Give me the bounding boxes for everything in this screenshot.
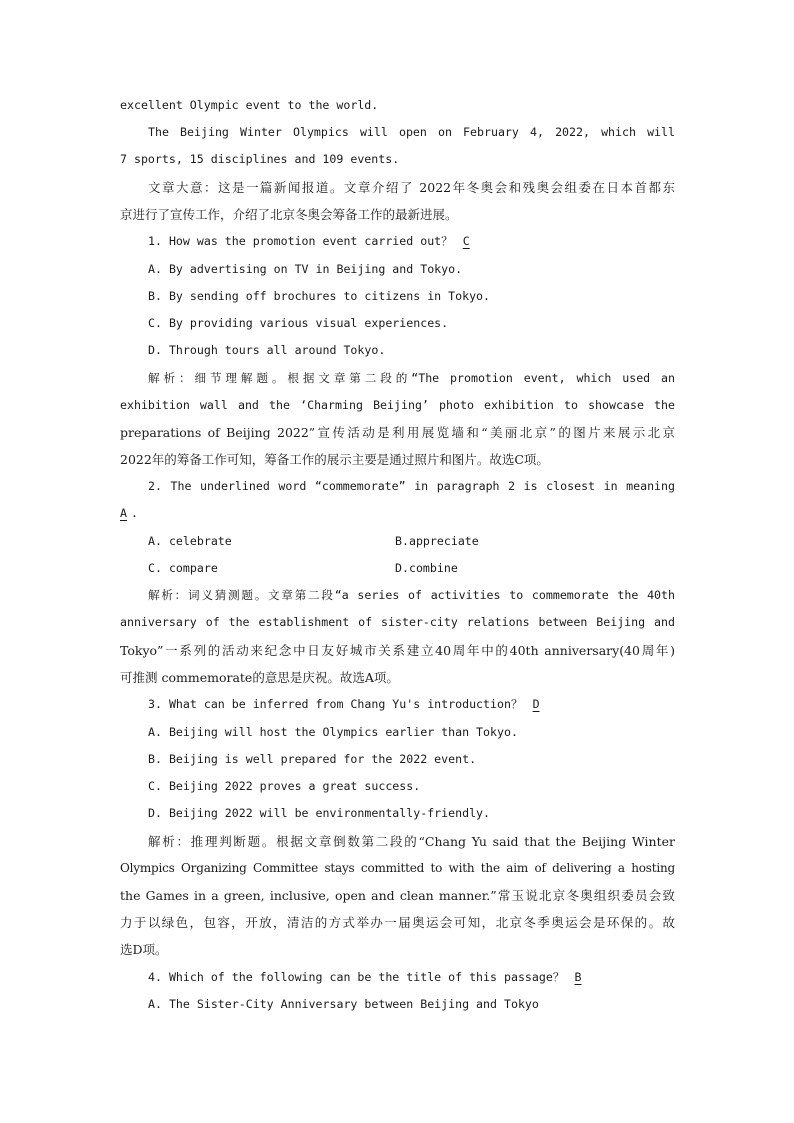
analysis-line: Olympics Organizing Committee stays committed to with the aim of delivering a hosting [120, 861, 675, 875]
option: D. Through tours all around Tokyo. [148, 343, 386, 357]
summary-line: 京进行了宣传工作，介绍了北京冬奥会筹备工作的最新进展。 [120, 207, 458, 222]
option: C. compare [148, 561, 218, 575]
option: C. By providing various visual experiences. [148, 316, 449, 330]
answer-blank: A [120, 506, 127, 520]
question-text: 3. What can be inferred from Chang Yu's introduction？ [148, 697, 523, 711]
answer-blank: B [574, 970, 582, 984]
analysis-line: the Games in a green, inclusive, open and clean manner.”常玉说北京冬奥组织委员会致 [120, 888, 675, 903]
analysis-line: 2022年的筹备工作可知，筹备工作的展示主要是通过照片和图片。故选C项。 [120, 452, 549, 467]
passage-line: 7 sports, 15 disciplines and 109 events. [120, 152, 400, 166]
analysis-line: Tokyo”一系列的活动来纪念中日友好城市关系建立40周年中的40th anniversary(40周年) [120, 643, 675, 658]
option: B. Beijing is well prepared for the 2022 event. [148, 752, 477, 766]
analysis-line: 解析：细节理解题。根据文章第二段的“The promotion event, which used an [148, 371, 675, 385]
question-1-stem [148, 228, 675, 255]
option: A. celebrate [148, 534, 232, 548]
option: C. Beijing 2022 proves a great success. [148, 779, 421, 793]
option: A. The Sister-City Anniversary between Beijing and Tokyo [148, 997, 539, 1011]
option: D.combine [395, 561, 458, 575]
summary-line: 文章大意：这是一篇新闻报道。文章介绍了 2022年冬奥会和残奥会组委在日本首都东 [148, 180, 675, 195]
passage-line: The Beijing Winter Olympics will open on February 4, 2022, which will [148, 125, 675, 139]
option: B. By sending off brochures to citizens in Tokyo. [148, 289, 491, 303]
option-row [148, 555, 675, 582]
question-2-stem: 2. The underlined word “commemorate” in paragraph 2 is closest in meaning [148, 479, 675, 493]
option: B.appreciate [395, 534, 479, 548]
question-text: 4. Which of the following can be the title of this passage？ [148, 970, 565, 984]
analysis-line: exhibition wall and the ‘Charming Beijing’ photo exhibition to showcase the [120, 398, 675, 412]
option-row [148, 528, 675, 555]
question-3-stem [148, 691, 675, 718]
question-4-stem [148, 964, 675, 991]
analysis-line: 可推测 commemorate的意思是庆祝。故选A项。 [120, 670, 399, 685]
answer-blank: D [532, 697, 540, 711]
analysis-line: 解析：词义猜测题。文章第二段“a series of activities to commemorate the 40th [148, 588, 675, 602]
question-2-answer-line [120, 500, 675, 527]
option: D. Beijing 2022 will be environmentally-friendly. [148, 806, 491, 820]
option: A. Beijing will host the Olympics earlier than Tokyo. [148, 725, 518, 739]
option: A. By advertising on TV in Beijing and Tokyo. [148, 262, 463, 276]
question-text: 1. How was the promotion event carried out？ [148, 234, 453, 248]
analysis-line: anniversary of the establishment of sister-city relations between Beijing and [120, 615, 675, 629]
analysis-line: 力于以绿色，包容，开放，清洁的方式举办一届奥运会可知，北京冬季奥运会是环保的。故 [120, 915, 675, 930]
analysis-line: 解析：推理判断题。根据文章倒数第二段的“Chang Yu said that the Beijing Winter [148, 834, 675, 849]
analysis-line: 选D项。 [120, 942, 168, 957]
passage-line: excellent Olympic event to the world. [120, 98, 379, 112]
answer-suffix: . [130, 506, 138, 520]
analysis-line: preparations of Beijing 2022”宣传活动是利用展览墙和“美丽北京”的图片来展示北京 [120, 425, 675, 440]
answer-blank: C [462, 234, 470, 248]
